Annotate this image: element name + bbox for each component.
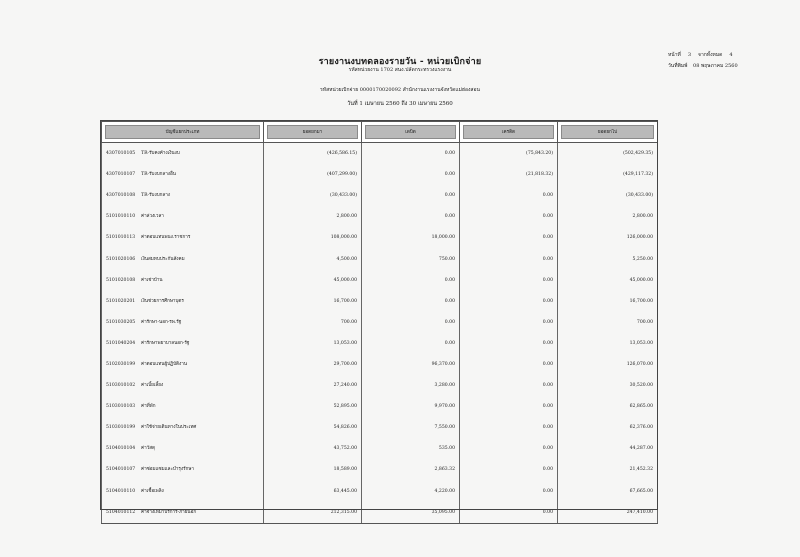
table-row: [102, 143, 658, 165]
account-code: 5103010199: [106, 425, 136, 431]
account-code: 5102030199: [106, 361, 136, 367]
account-cell: [102, 248, 264, 269]
header-account-label: บัญชีแยกประเภท: [105, 125, 260, 139]
account-code: 5101020106: [106, 256, 136, 262]
account-name: ค่ารักษาพยาบาลนอก-รัฐ: [141, 340, 190, 346]
carried-forward-cell: 62,865.00: [558, 396, 658, 417]
page-label: หน้าที่: [668, 52, 681, 58]
account-cell: [102, 164, 264, 185]
account-code: 5101020201: [106, 298, 136, 304]
carried-forward-cell: 5,250.00: [558, 248, 658, 269]
table-row: [102, 481, 658, 502]
table-row: [102, 417, 658, 438]
carried-forward-cell: 126,070.00: [558, 354, 658, 375]
account-cell: [102, 312, 264, 333]
account-cell: [102, 375, 264, 396]
account-cell: [102, 417, 264, 438]
carried-forward-cell: 44,287.00: [558, 438, 658, 459]
print-date-line: [668, 62, 738, 70]
header-debit: [362, 122, 460, 143]
credit-cell: (21,818.32): [460, 164, 558, 185]
credit-cell: 0.00: [460, 312, 558, 333]
debit-cell: 750.00: [362, 248, 460, 269]
account-code: 5104010104: [106, 446, 136, 452]
credit-cell: 0.00: [460, 417, 558, 438]
table-row: [102, 354, 658, 375]
account-name: ค่าซ่อมแซมและบำรุงรักษา: [141, 467, 194, 473]
credit-cell: 0.00: [460, 396, 558, 417]
print-date-label: วันที่พิมพ์: [668, 63, 688, 69]
brought-forward-cell: 54,826.00: [264, 417, 362, 438]
header-brought-forward: [264, 122, 362, 143]
account-name: ค่ารักษา-นอก-รพ.รัฐ: [141, 319, 182, 325]
header-carried-forward: [558, 122, 658, 143]
credit-cell: 0.00: [460, 438, 558, 459]
account-code: 4307010107: [106, 172, 136, 178]
account-name: เงินช่วยการศึกษาบุตร: [141, 298, 184, 304]
debit-cell: 3,280.00: [362, 375, 460, 396]
disbursing-unit-line: รหัสหน่วยเบิกจ่าย 0000170020092 สำนักงานแรงงานจังหวัดแม่ฮ่องสอน: [320, 87, 480, 93]
credit-cell: 0.00: [460, 333, 558, 354]
brought-forward-cell: 16,700.00: [264, 291, 362, 312]
table-row: [102, 459, 658, 480]
account-name: TR-รับงบกลาง: [141, 193, 171, 199]
credit-cell: 0.00: [460, 227, 558, 248]
account-code: 5103010102: [106, 383, 136, 389]
print-date: 08 พฤษภาคม 2560: [693, 63, 738, 69]
brought-forward-cell: 18,589.00: [264, 459, 362, 480]
account-cell: [102, 354, 264, 375]
brought-forward-cell: (426,586.15): [264, 143, 362, 165]
account-code: 5101040204: [106, 340, 136, 346]
account-code: 5101010113: [106, 235, 136, 241]
debit-cell: 96,370.00: [362, 354, 460, 375]
credit-cell: 0.00: [460, 185, 558, 206]
header-credit: [460, 122, 558, 143]
carried-forward-cell: 13,053.00: [558, 333, 658, 354]
credit-cell: 0.00: [460, 481, 558, 502]
brought-forward-cell: 108,000.00: [264, 227, 362, 248]
debit-cell: 0.00: [362, 206, 460, 227]
credit-cell: 0.00: [460, 248, 558, 269]
header-credit-label: เครดิต: [463, 125, 554, 139]
brought-forward-cell: 29,700.00: [264, 354, 362, 375]
table-row: [102, 438, 658, 459]
table-row: [102, 164, 658, 185]
account-cell: [102, 270, 264, 291]
report-title: รายงานงบทดลองรายวัน - หน่วยเบิกจ่าย: [318, 57, 482, 67]
brought-forward-cell: 2,800.00: [264, 206, 362, 227]
credit-cell: 0.00: [460, 270, 558, 291]
brought-forward-cell: 4,500.00: [264, 248, 362, 269]
brought-forward-cell: (407,299.00): [264, 164, 362, 185]
table-row: [102, 206, 658, 227]
header-account: [102, 122, 264, 143]
table-body: [102, 143, 658, 524]
table-header-row: [102, 122, 658, 143]
credit-cell: 0.00: [460, 206, 558, 227]
account-cell: [102, 502, 264, 524]
header-brought-forward-label: ยอดยกมา: [267, 125, 358, 139]
carried-forward-cell: 62,376.00: [558, 417, 658, 438]
debit-cell: 9,970.00: [362, 396, 460, 417]
account-name: ค่าใช้จ่ายเดินทางในประเทศ: [141, 425, 197, 431]
account-name: ค่าตอบแทนพนง.ราชการ: [141, 235, 191, 241]
debit-cell: 535.00: [362, 438, 460, 459]
debit-cell: 0.00: [362, 291, 460, 312]
credit-cell: 0.00: [460, 502, 558, 524]
brought-forward-cell: 45,000.00: [264, 270, 362, 291]
account-cell: [102, 143, 264, 165]
brought-forward-cell: 700.00: [264, 312, 362, 333]
trial-balance-table: [101, 121, 658, 524]
brought-forward-cell: (30,433.00): [264, 185, 362, 206]
table-row: [102, 270, 658, 291]
carried-forward-cell: 700.00: [558, 312, 658, 333]
table-row: [102, 502, 658, 524]
table-row: [102, 333, 658, 354]
account-cell: [102, 227, 264, 248]
agency-line: รหัสหน่วยงาน 1702 สนง.ปลัดกระทรวงแรงงาน: [348, 67, 452, 73]
carried-forward-cell: 126,000.00: [558, 227, 658, 248]
account-name: ค่าเบี้ยเลี้ยง: [141, 383, 164, 389]
table-row: [102, 248, 658, 269]
page-total: 4: [729, 52, 733, 58]
table-row: [102, 375, 658, 396]
carried-forward-cell: 30,520.00: [558, 375, 658, 396]
debit-cell: 0.00: [362, 270, 460, 291]
account-name: TR-รับงบกลางอื่น: [141, 172, 176, 178]
account-name: ค่าจ้างเหมาบริการ-ภายนอก: [141, 509, 197, 515]
account-name: ค่าตอบแทนผู้ปฏิบัติงาน: [141, 361, 187, 367]
carried-forward-cell: 67,665.00: [558, 481, 658, 502]
credit-cell: 0.00: [460, 459, 558, 480]
table-row: [102, 227, 658, 248]
brought-forward-cell: 13,053.00: [264, 333, 362, 354]
table-row: [102, 291, 658, 312]
account-name: ค่าที่พัก: [141, 404, 156, 410]
brought-forward-cell: 43,752.00: [264, 438, 362, 459]
debit-cell: 0.00: [362, 333, 460, 354]
account-code: 5101030205: [106, 319, 136, 325]
brought-forward-cell: 52,895.00: [264, 396, 362, 417]
period-line: วันที่ 1 เมษายน 2560 ถึง 30 เมษายน 2560: [347, 101, 453, 107]
credit-cell: 0.00: [460, 375, 558, 396]
account-name: ค่าวัสดุ: [141, 446, 156, 452]
carried-forward-cell: (429,117.32): [558, 164, 658, 185]
table-row: [102, 396, 658, 417]
page-number-line: [668, 51, 738, 59]
account-cell: [102, 291, 264, 312]
account-name: TR-รับคงค้างเงินงบ: [141, 151, 180, 157]
account-code: 5101010110: [106, 214, 136, 220]
debit-cell: 7,550.00: [362, 417, 460, 438]
carried-forward-cell: 16,700.00: [558, 291, 658, 312]
account-cell: [102, 206, 264, 227]
brought-forward-cell: 212,315.00: [264, 502, 362, 524]
credit-cell: (75,843.20): [460, 143, 558, 165]
account-name: ค่าล่วงเวลา: [141, 214, 164, 220]
table-row: [102, 185, 658, 206]
account-cell: [102, 438, 264, 459]
account-code: 5104010110: [106, 488, 136, 494]
account-name: เงินสมทบประกันสังคม: [141, 256, 185, 262]
debit-cell: 0.00: [362, 143, 460, 165]
debit-cell: 2,863.32: [362, 459, 460, 480]
brought-forward-cell: 27,240.00: [264, 375, 362, 396]
account-cell: [102, 185, 264, 206]
carried-forward-cell: (30,433.00): [558, 185, 658, 206]
carried-forward-cell: 247,410.00: [558, 502, 658, 524]
carried-forward-cell: 2,800.00: [558, 206, 658, 227]
carried-forward-cell: 45,000.00: [558, 270, 658, 291]
account-cell: [102, 396, 264, 417]
brought-forward-cell: 63,445.00: [264, 481, 362, 502]
table-row: [102, 312, 658, 333]
page-total-label: จากทั้งหมด: [698, 52, 723, 58]
page-number: 3: [687, 52, 692, 58]
carried-forward-cell: 21,452.32: [558, 459, 658, 480]
account-name: ค่าเชื้อเพลิง: [141, 488, 164, 494]
debit-cell: 35,095.00: [362, 502, 460, 524]
account-code: 4307010105: [106, 151, 136, 157]
account-code: 5103010103: [106, 404, 136, 410]
credit-cell: 0.00: [460, 354, 558, 375]
account-code: 5104010112: [106, 509, 136, 515]
header-debit-label: เดบิต: [365, 125, 456, 139]
debit-cell: 0.00: [362, 164, 460, 185]
account-cell: [102, 481, 264, 502]
account-code: 5101020108: [106, 277, 136, 283]
account-code: 5104010107: [106, 467, 136, 473]
credit-cell: 0.00: [460, 291, 558, 312]
debit-cell: 0.00: [362, 185, 460, 206]
account-cell: [102, 459, 264, 480]
account-name: ค่าเช่าบ้าน: [141, 277, 163, 283]
account-code: 4307010108: [106, 193, 136, 199]
account-cell: [102, 333, 264, 354]
debit-cell: 0.00: [362, 312, 460, 333]
debit-cell: 4,220.00: [362, 481, 460, 502]
carried-forward-cell: (502,429.35): [558, 143, 658, 165]
debit-cell: 18,000.00: [362, 227, 460, 248]
header-carried-forward-label: ยอดยกไป: [561, 125, 654, 139]
